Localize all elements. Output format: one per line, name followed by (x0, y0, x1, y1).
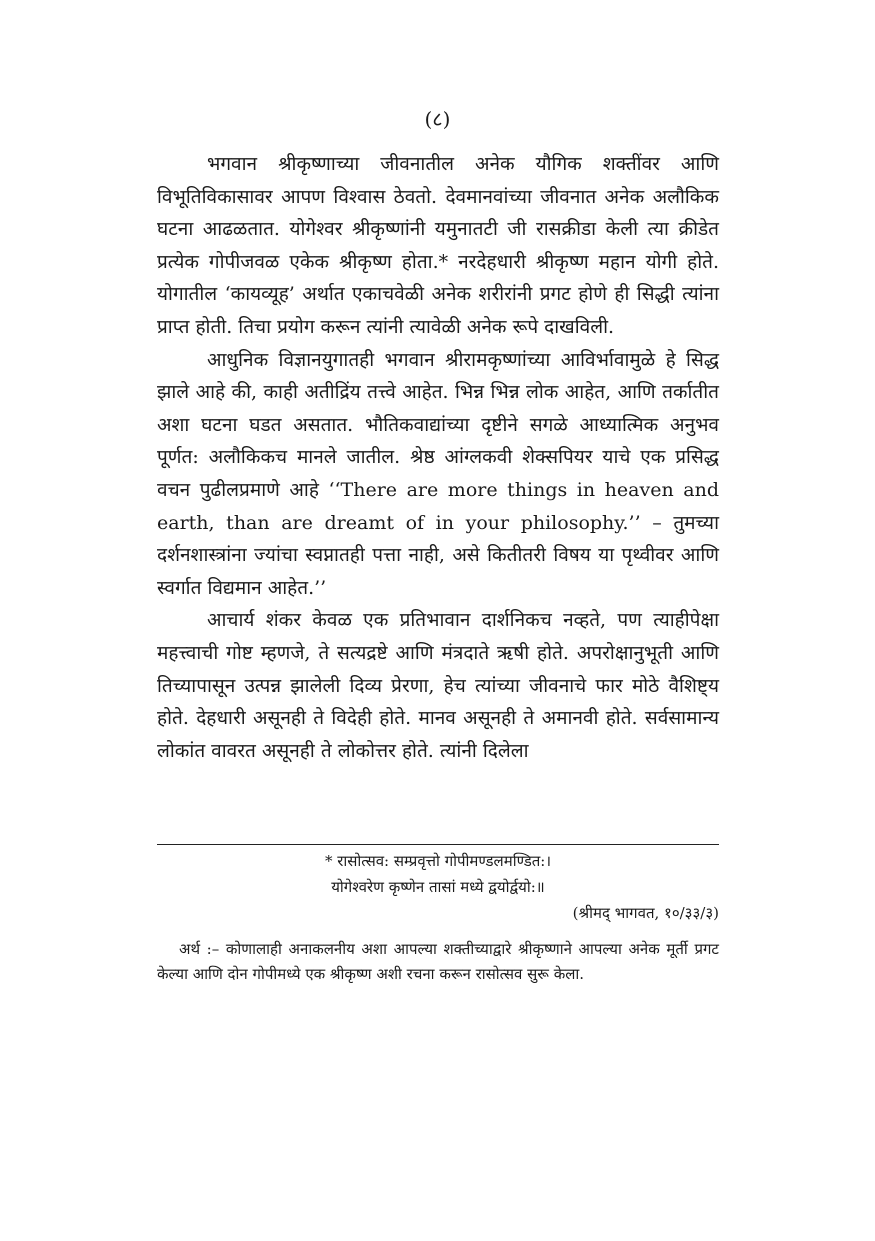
footnote-verse-line-1: * रासोत्सव: सम्प्रवृत्तो गोपीमण्डलमण्डित:। (324, 852, 552, 870)
footnote-divider (157, 844, 719, 845)
footnote-verse-line-2: योगेश्वरेण कृष्णेन तासां मध्ये द्वयोर्द्वयो:॥ (331, 878, 545, 896)
footnote-reference: (श्रीमद् भागवत, १०/३३/३) (572, 904, 719, 922)
main-text (157, 148, 719, 767)
page-number: (८) (424, 107, 451, 131)
paragraph-1: भगवान श्रीकृष्णाच्या जीवनातील अनेक यौगिक शक्तींवर आणि विभूतिविकासावर आपण विश्वास ठेवतो. देवमानवांच्या जीवनात अनेक अलौकिक घटना आढळतात. योगेश्वर श्रीकृष्णांनी यमुनातटी जी रासक्रीडा केली त्या क्रीडेत प्रत्येक गोपीजवळ एकेक श्रीकृष्ण होता.* नरदेहधारी श्रीकृष्ण महान योगी होते. योगातील ‘कायव्यूह’ अर्थात एकाचवेळी अनेक शरीरांनी प्रगट होणे ही सिद्धी त्यांना प्राप्त होती. तिचा प्रयोग करून त्यांनी त्यावेळी अनेक रूपे दाखविली. (157, 153, 719, 338)
paragraph-3: आचार्य शंकर केवळ एक प्रतिभावान दार्शनिकच नव्हते, पण त्याहीपेक्षा महत्त्वाची गोष्ट म्हणजे, ते सत्यद्रष्टे आणि मंत्रदाते ऋषी होते. अपरोक्षानुभूती आणि तिच्यापासून उत्पन्न झालेली दिव्य प्रेरणा, हेच त्यांच्या जीवनाचे फार मोठे वैशिष्ट्य होते. देहधारी असूनही ते विदेही होते. मानव असूनही ते अमानवी होते. सर्वसामान्य लोकांत वावरत असूनही ते लोकोत्तर होते. त्यांनी दिलेला (157, 609, 719, 762)
paragraph-2: आधुनिक विज्ञानयुगातही भगवान श्रीरामकृष्णांच्या आविर्भावामुळे हे सिद्ध झाले आहे की, काही अतीद्रिंय तत्त्वे आहेत. भिन्न भिन्न लोक आहेत, आणि तर्कातीत अशा घटना घडत असतात. भौतिकवाद्यांच्या दृष्टीने सगळे आध्यात्मिक अनुभव पूर्णत: अलौकिकच मानले जातील. श्रेष्ठ आंग्लकवी शेक्सपियर याचे एक प्रसिद्ध वचन पुढीलप्रमाणे आहे ‘‘There are more things in heaven and earth, than are dreamt of in your philosophy.’’ – तुमच्या दर्शनशास्त्रांना ज्यांचा स्वप्नातही पत्ता नाही, असे कितीतरी विषय या पृथ्वीवर आणि स्वर्गात विद्यमान आहेत.’’ (157, 348, 719, 599)
footnote-meaning: अर्थ :– कोणालाही अनाकलनीय अशा आपल्या शक्तीच्याद्वारे श्रीकृष्णाने आपल्या अनेक मूर्ती प्रगट केल्या आणि दोन गोपीमध्ये एक श्रीकृष्ण अशी रचना करून रासोत्सव सुरू केला. (157, 940, 719, 983)
footnote-verse (157, 848, 719, 900)
